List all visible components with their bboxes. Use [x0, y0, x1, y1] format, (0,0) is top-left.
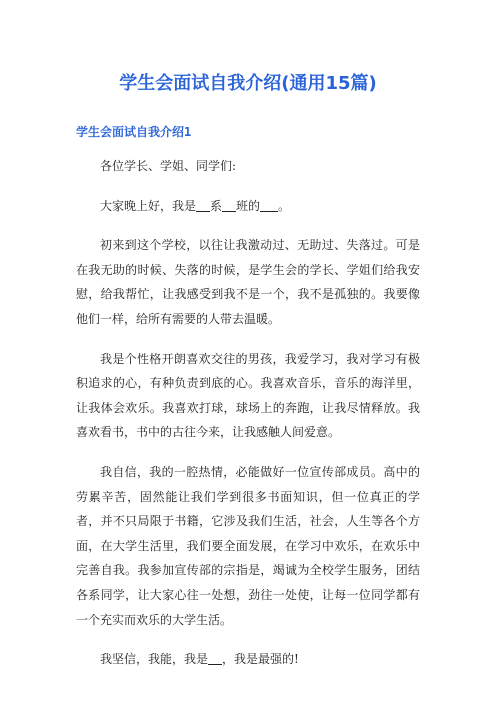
greeting-paragraph: 各位学长、学姐、同学们:: [100, 159, 237, 173]
closing-text-1: 我坚信，我能，我是: [100, 652, 209, 667]
intro-text-4: 。: [278, 198, 291, 213]
blank-department: [222, 199, 236, 212]
intro-text-1: 大家晚上好，我是: [100, 198, 197, 213]
blank-name: [196, 199, 210, 212]
intro-text-2: 系: [210, 198, 223, 213]
document-title: 学生会面试自我介绍(通用15篇): [119, 73, 377, 94]
body-paragraph: 我自信，我的一腔热情，必能做好一位宣传部成员。高中的劳累辛苦，固然能让我们学到很多书面知识，但一位真正的学者，并不只局限于书籍，它涉及我们生活，社会，人生等各个方面，在大学生活里，我们要全面发展，在学习中欢乐，在欢乐中完善自我。我参加宣传部的宗指是，竭诚为全校学生服务，团结各系同学，让大家心往一处想，劲往一处使，让每一位同学都有一个充实而欢乐的大学生活。: [76, 464, 420, 627]
body-paragraph: 我是个性格开朗喜欢交往的男孩，我爱学习，我对学习有极积追求的心，有种负责到底的心。我喜欢音乐，音乐的海洋里，让我体会欢乐。我喜欢打球，球场上的奔跑，让我尽情释放。我喜欢看书，书中的古往今来，让我感触人间爱意。: [76, 351, 420, 440]
intro-text-3: 班的: [236, 198, 261, 213]
blank-class: [260, 199, 278, 212]
intro-paragraph: [76, 194, 420, 219]
section-heading: 学生会面试自我介绍1: [76, 125, 192, 139]
body-paragraph: 初来到这个学校，以往让我激动过、无助过、失落过。可是在我无助的时候、失落的时候，是学生会的学长、学姐们给我安慰，给我帮忙，让我感受到我不是一个，我不是孤独的。我要像他们一样，给所有需要的人带去温暖。: [76, 238, 420, 326]
closing-paragraph: [76, 647, 420, 672]
closing-text-2: ，我是最强的!: [222, 652, 299, 667]
document-body: [76, 154, 420, 687]
blank-name-closing: [208, 652, 222, 665]
